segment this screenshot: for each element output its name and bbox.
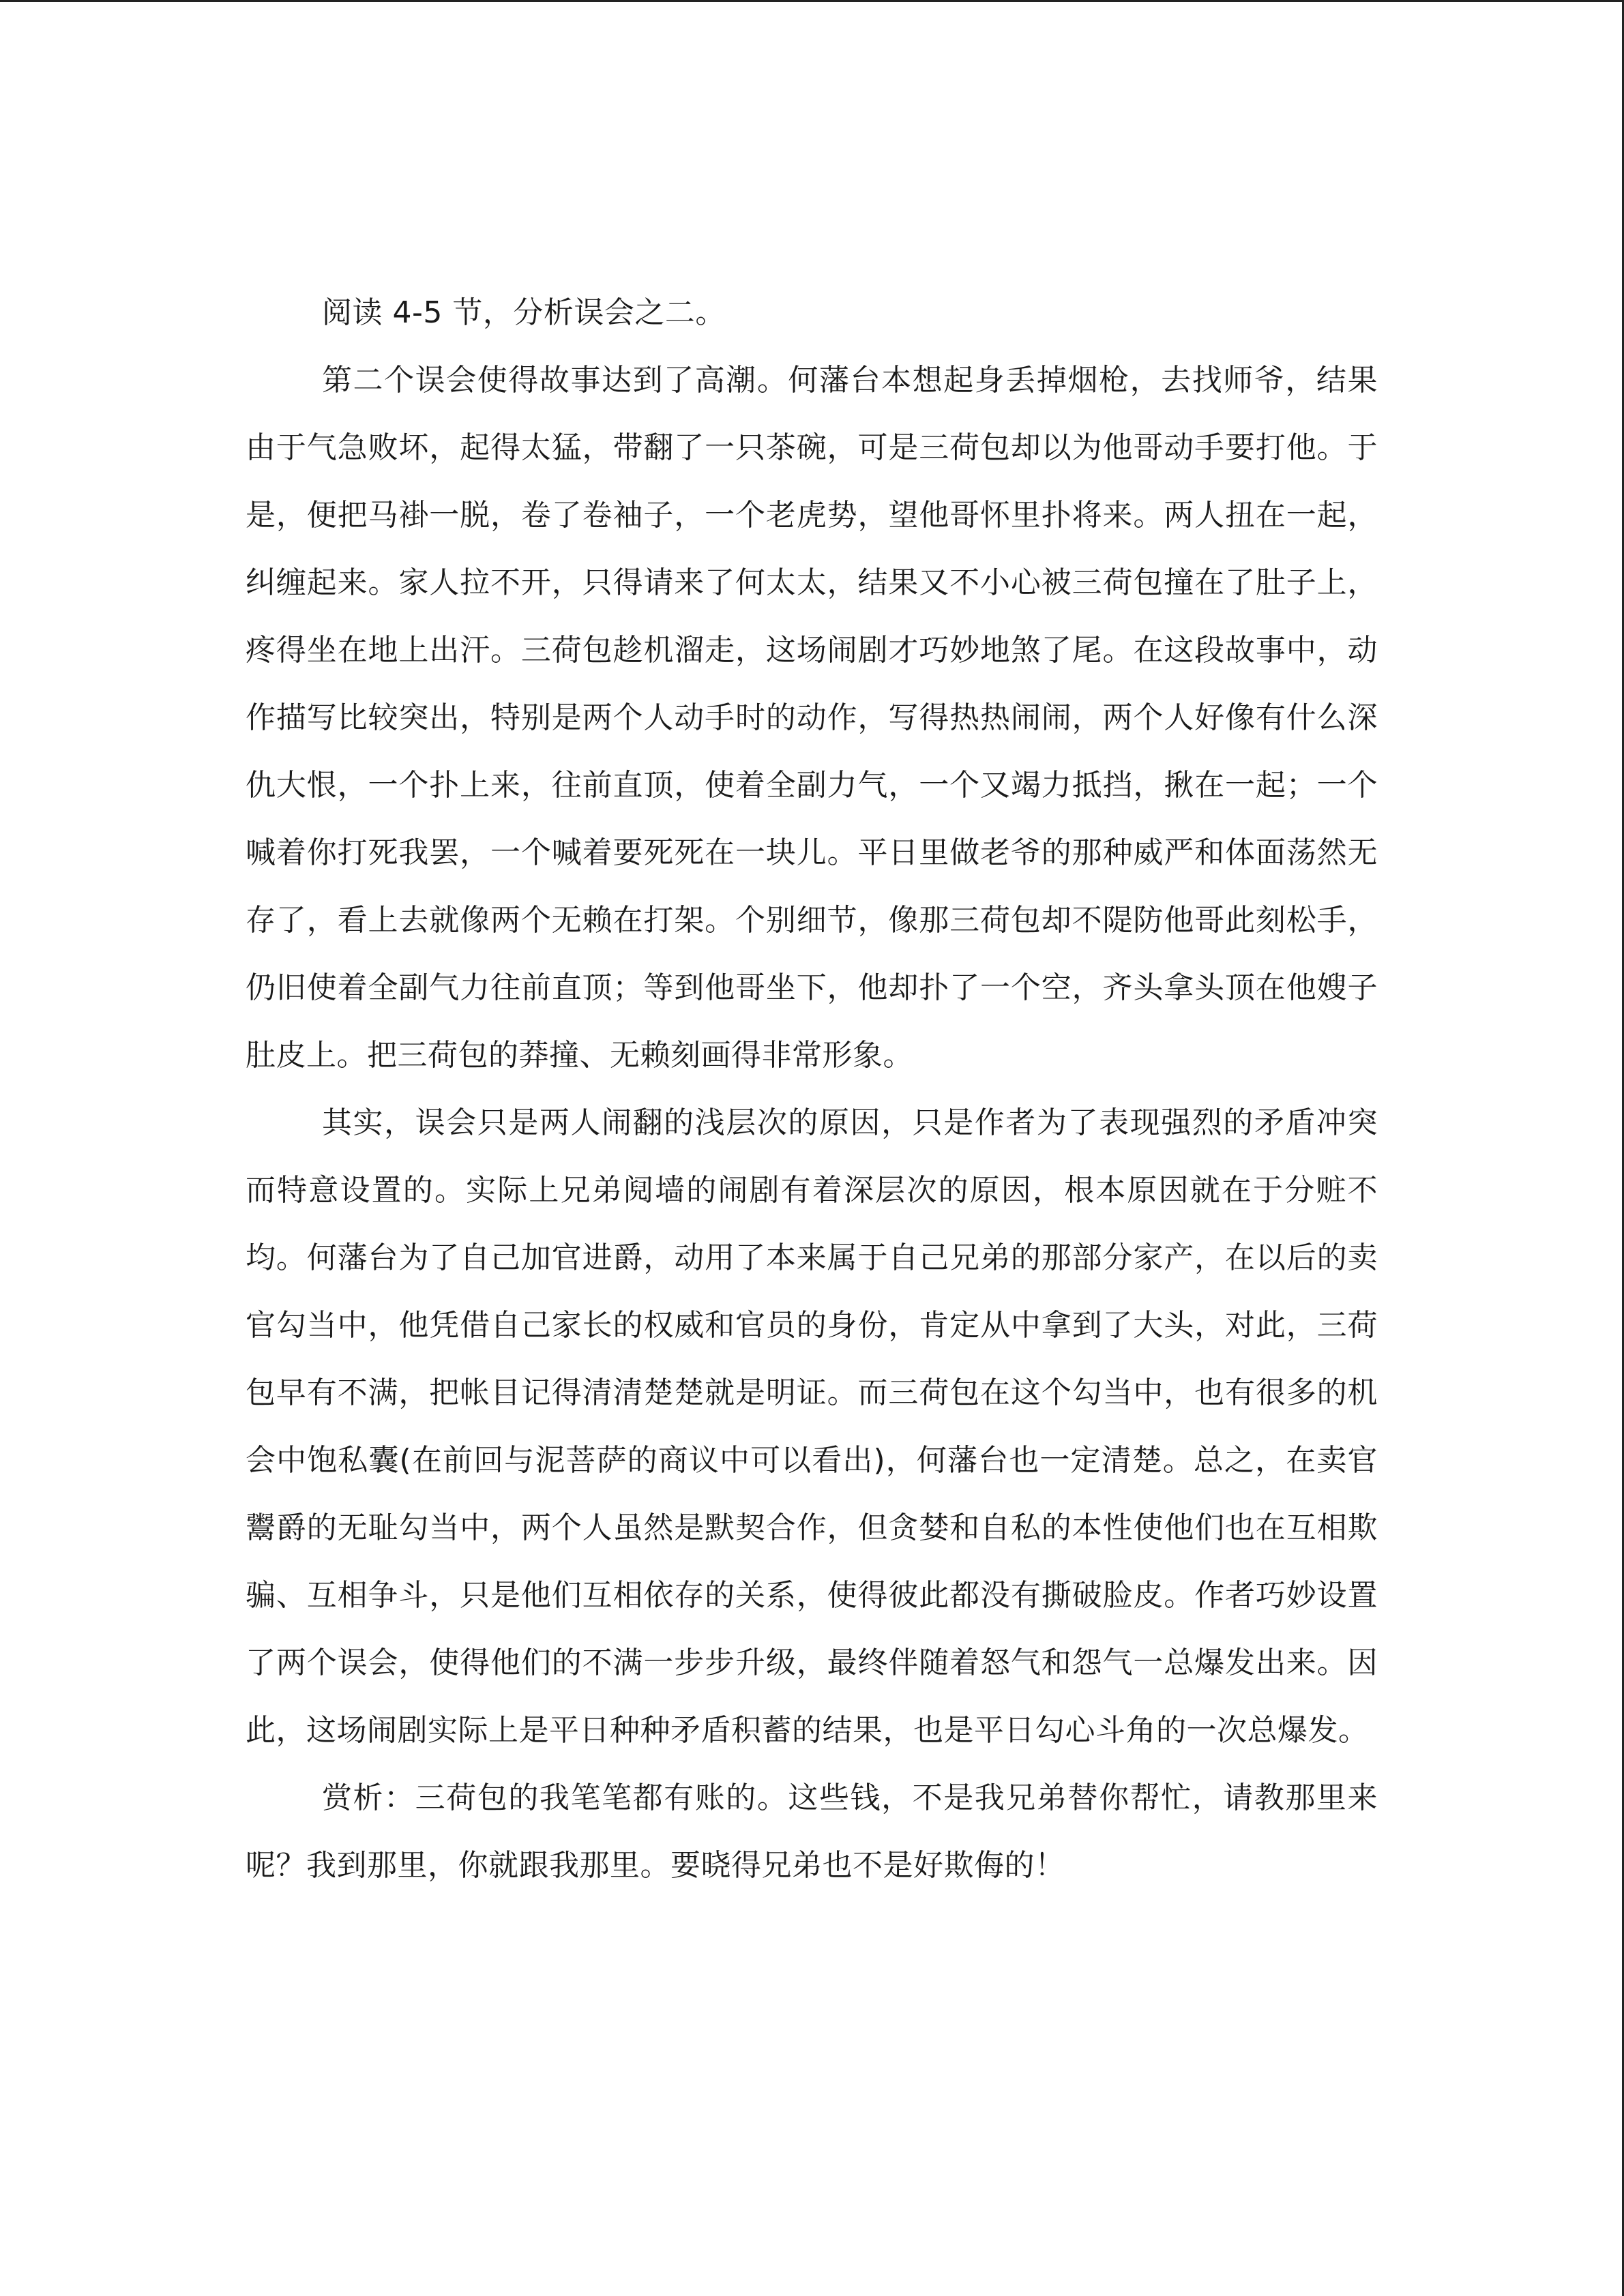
- paragraph-misunderstanding-two: 第二个误会使得故事达到了高潮。何藩台本想起身丢掉烟枪，去找师爷，结果由于气急败坏，起得太猛，带翻了一只茶碗，可是三荷包却以为他哥动手要打他。于是，便把马褂一脱，卷了卷袖子，一个老虎势，望他哥怀里扑将来。两人扭在一起，纠缠起来。家人拉不开，只得请来了何太太，结果又不小心被三荷包撞在了肚子上，疼得坐在地上出汗。三荷包趁机溜走，这场闹剧才巧妙地煞了尾。在这段故事中，动作描写比较突出，特别是两个人动手时的动作，写得热热闹闹，两个人好像有什么深仇大恨，一个扑上来，往前直顶，使着全副力气，一个又竭力抵挡，揪在一起；一个喊着你打死我罢，一个喊着要死死在一块儿。平日里做老爷的那种威严和体面荡然无存了，看上去就像两个无赖在打架。个别细节，像那三荷包却不隄防他哥此刻松手，仍旧使着全副气力往前直顶；等到他哥坐下，他却扑了一个空，齐头拿头顶在他嫂子肚皮上。把三荷包的莽撞、无赖刻画得非常形象。: [246, 363, 1378, 1073]
- document-body: [246, 279, 1378, 1899]
- paragraph-deeper-cause: 其实，误会只是两人闹翻的浅层次的原因，只是作者为了表现强烈的矛盾冲突而特意设置的。实际上兄弟阋墙的闹剧有着深层次的原因，根本原因就在于分赃不均。何藩台为了自己加官进爵，动用了本来属于自己兄弟的那部分家产，在以后的卖官勾当中，他凭借自己家长的权威和官员的身份，肯定从中拿到了大头，对此，三荷包早有不满，把帐目记得清清楚楚就是明证。而三荷包在这个勾当中，也有很多的机会中饱私囊(在前回与泥菩萨的商议中可以看出)，何藩台也一定清楚。总之，在卖官鬻爵的无耻勾当中，两个人虽然是默契合作，但贪婪和自私的本性使他们也在互相欺骗、互相争斗，只是他们互相依存的关系，使得彼此都没有撕破脸皮。作者巧妙设置了两个误会，使得他们的不满一步步升级，最终伴随着怒气和怨气一总爆发出来。因此，这场闹剧实际上是平日种种矛盾积蓄的结果，也是平日勾心斗角的一次总爆发。: [246, 1105, 1378, 1748]
- paragraph-heading: 阅读 4-5 节，分析误会之二。: [322, 295, 726, 330]
- paragraph-appreciation: 赏析：三荷包的我笔笔都有账的。这些钱，不是我兄弟替你帮忙，请教那里来呢？我到那里，你就跟我那里。要晓得兄弟也不是好欺侮的！: [246, 1780, 1378, 1883]
